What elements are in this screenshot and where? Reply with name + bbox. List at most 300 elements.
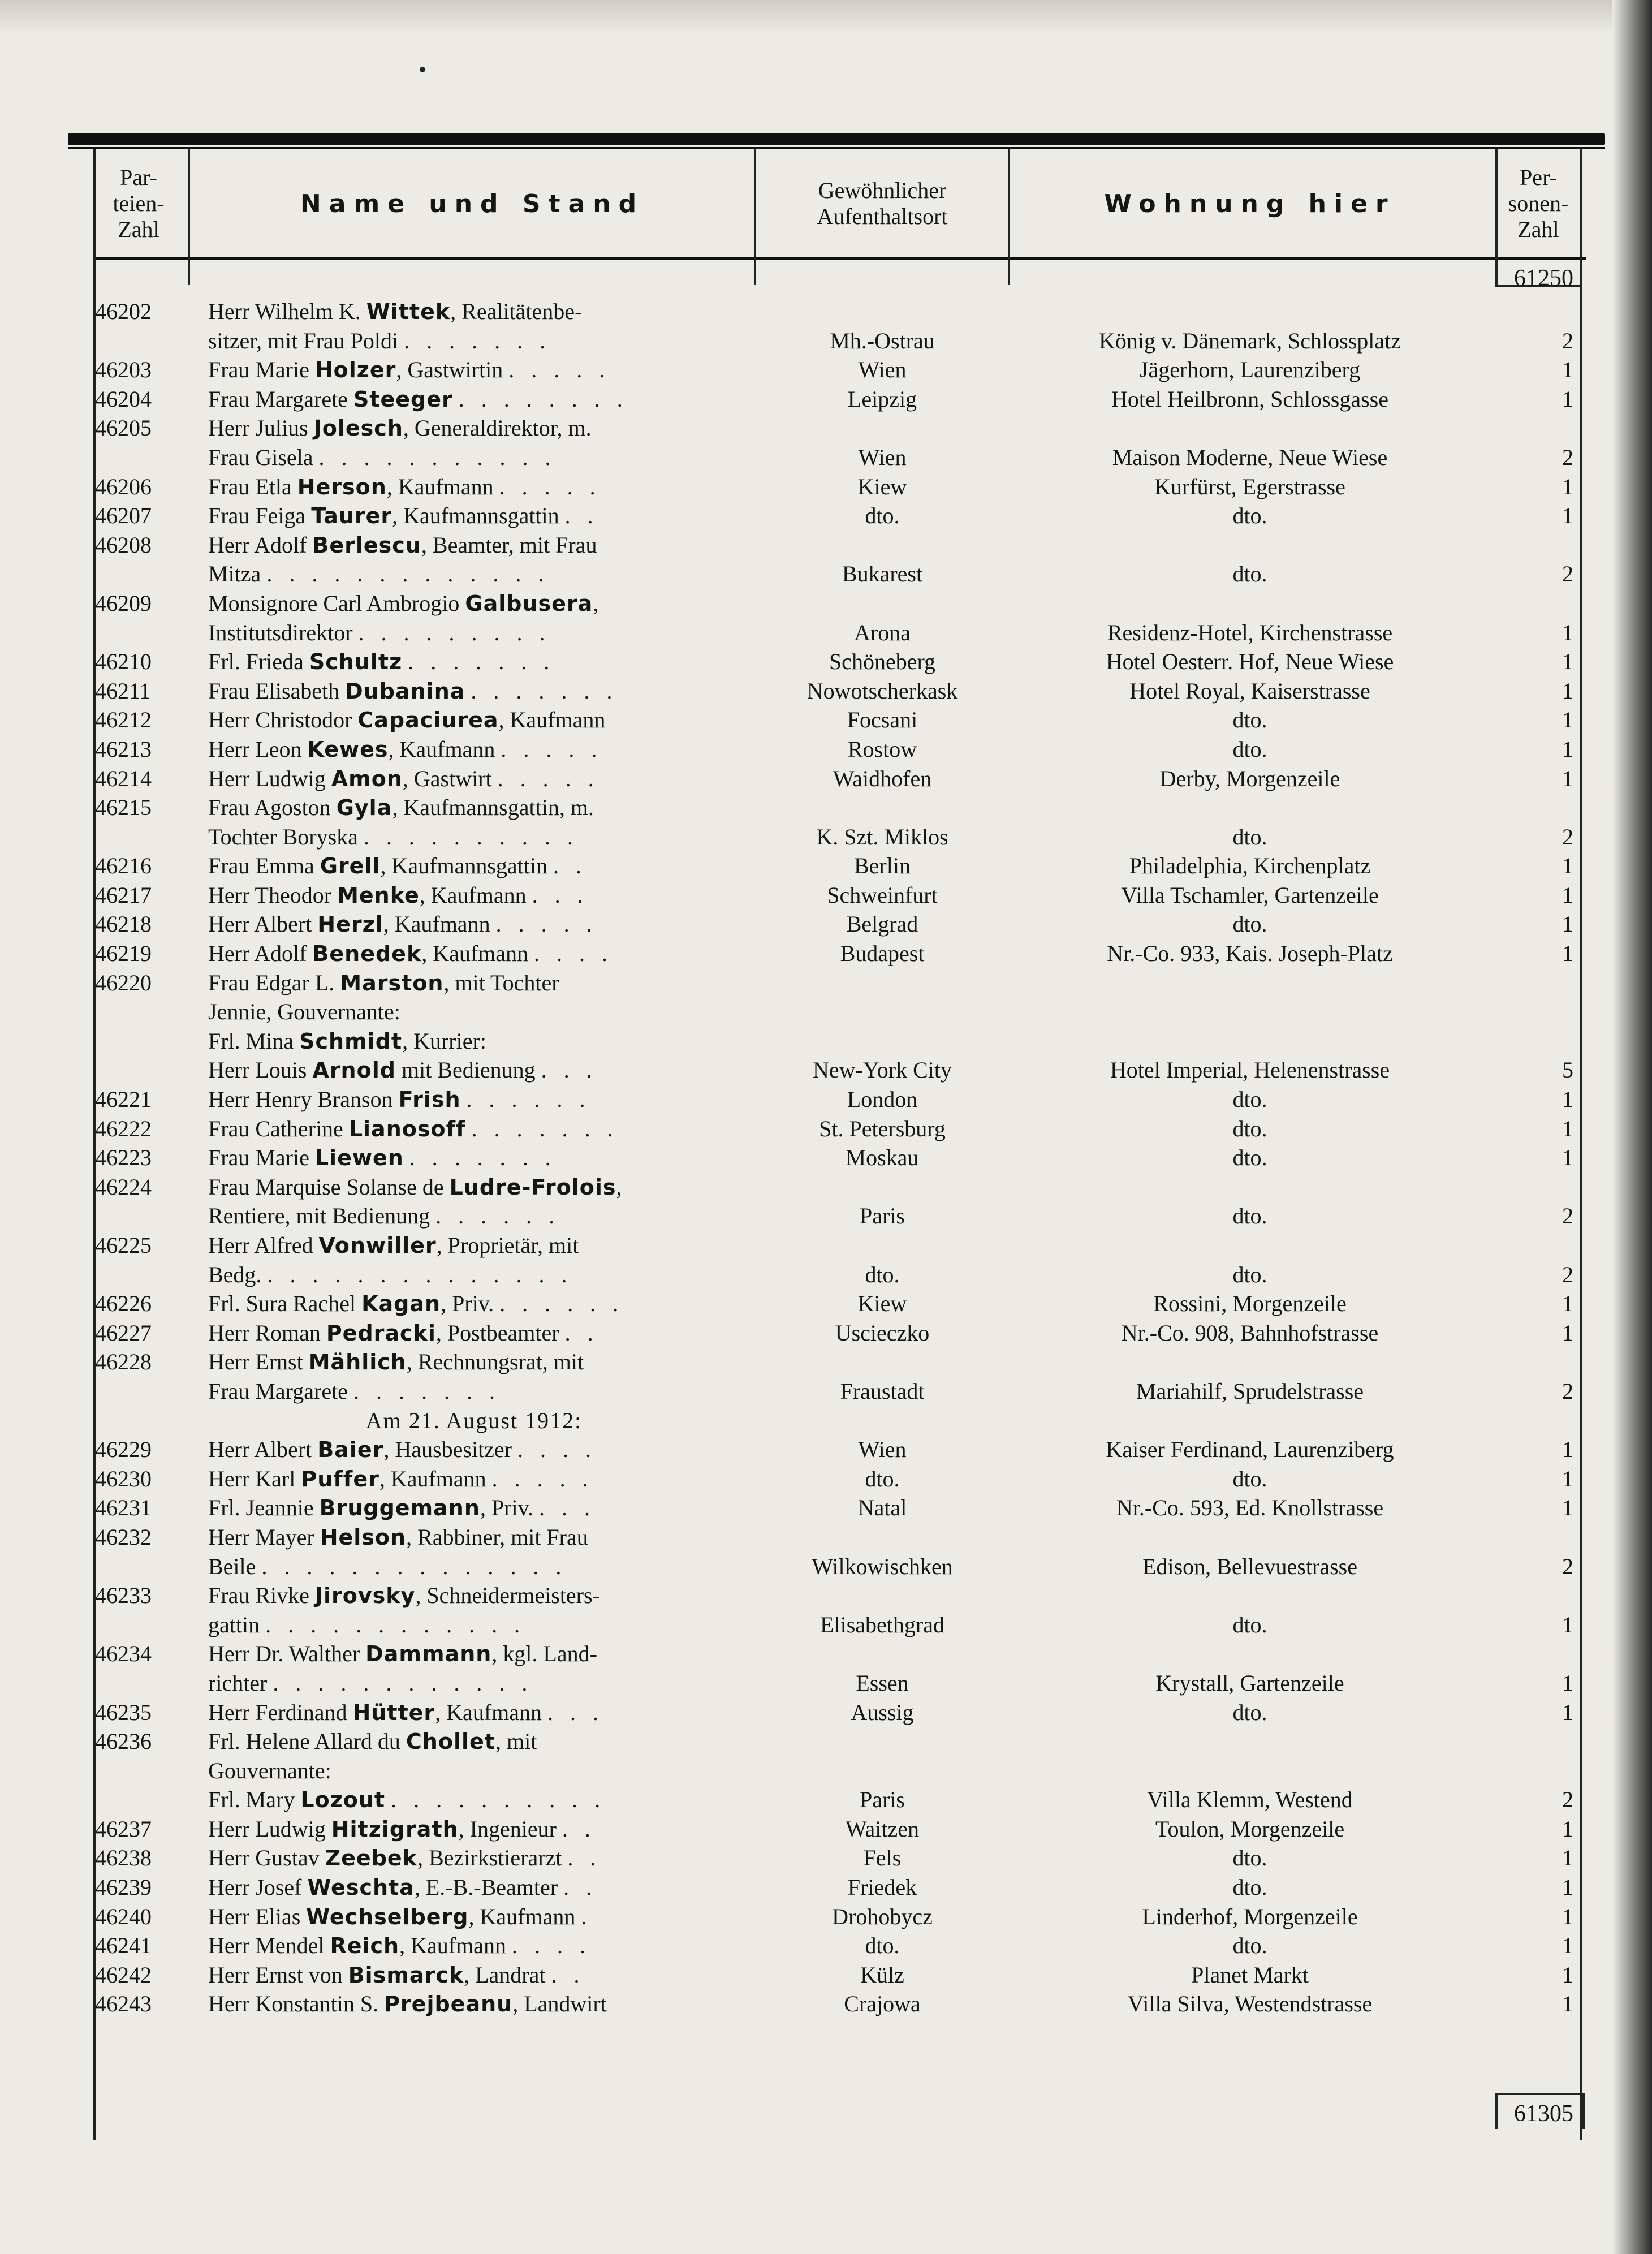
table-row [0, 413, 1652, 443]
table-row [0, 735, 1652, 764]
address: dto. [1232, 911, 1267, 937]
leader-dots: . . [564, 1320, 599, 1346]
address: Linderhof, Morgenzeile [1142, 1903, 1358, 1929]
table-row [0, 355, 1652, 385]
name-prefix: Herr Mendel [208, 1933, 325, 1959]
persons: 1 [1562, 1991, 1573, 2017]
persons: 1 [1562, 1670, 1573, 1696]
name-prefix: Frau Feiga [208, 503, 306, 529]
leader-dots: . . . . . . . . . . . . . . [261, 1553, 567, 1579]
leader-dots: . . . . . . [466, 1087, 591, 1113]
table-row [0, 1347, 1652, 1377]
table-row [0, 1581, 1652, 1610]
surname: Reich [330, 1933, 400, 1959]
entry-number: 46209 [95, 590, 152, 616]
table-row [0, 559, 1652, 589]
persons: 1 [1562, 1903, 1573, 1929]
entry-name [208, 822, 740, 852]
table-row [0, 1435, 1652, 1464]
origin: Natal [857, 1495, 907, 1521]
name-prefix: Monsignore Carl Ambrogio [208, 590, 460, 616]
name-prefix: Herr Julius [208, 415, 308, 441]
table-row [0, 851, 1652, 881]
origin: Rostow [847, 736, 917, 762]
surname: Schmidt [299, 1028, 403, 1054]
origin: Fels [863, 1845, 902, 1871]
address: dto. [1232, 1611, 1267, 1637]
entry-name [208, 297, 740, 327]
name-prefix: Frau Margarete [208, 386, 348, 412]
name-prefix: Gouvernante: [208, 1757, 331, 1783]
address: König v. Dänemark, Schlossplatz [1099, 327, 1401, 354]
entry-name [208, 910, 740, 939]
origin: St. Petersburg [819, 1115, 946, 1141]
name-prefix: Frl. Mina [208, 1028, 294, 1054]
address: dto. [1232, 1261, 1267, 1287]
entry-name [208, 793, 740, 823]
table-row [0, 647, 1652, 676]
name-prefix: Frau Marie [208, 1145, 309, 1171]
address: Mariahilf, Sprudelstrasse [1136, 1378, 1364, 1404]
entry-name [208, 355, 740, 385]
persons: 1 [1562, 1874, 1573, 1900]
name-prefix: Frau Edgar L. [208, 969, 335, 995]
table-row [0, 1815, 1652, 1844]
origin: Külz [860, 1962, 904, 1988]
address: dto. [1232, 1087, 1267, 1113]
address: Nr.-Co. 593, Ed. Knollstrasse [1116, 1495, 1384, 1521]
entry-name [208, 1873, 740, 1903]
name-prefix: Herr Louis [208, 1057, 307, 1083]
entry-number: 46223 [95, 1145, 152, 1171]
leader-dots: . . . . . [501, 736, 603, 762]
entry-name [208, 443, 740, 472]
name-suffix: , Proprietär, mit [436, 1232, 579, 1258]
table-row [0, 618, 1652, 648]
persons: 2 [1562, 824, 1573, 850]
leader-dots: . . . . . . . [408, 649, 555, 675]
name-suffix: mit Bedienung [395, 1057, 536, 1083]
leader-dots: . . . [541, 1057, 598, 1083]
address: Villa Klemm, Westend [1147, 1787, 1353, 1813]
table-row [0, 1201, 1652, 1231]
header-number: Par- teien- Zahl [113, 165, 165, 242]
name-suffix: , Beamter, mit Frau [421, 532, 597, 558]
leader-dots: . . [563, 1874, 598, 1900]
table-row [0, 501, 1652, 531]
address: dto. [1232, 1145, 1267, 1171]
name-suffix: , Schneidermeisters- [415, 1583, 600, 1609]
persons: 2 [1562, 1203, 1573, 1229]
leader-dots: . . . . . . . . . . . . [265, 1611, 526, 1637]
origin: K. Szt. Miklos [816, 824, 948, 850]
entry-name [208, 1552, 740, 1581]
name-suffix: , Postbeamter [435, 1320, 559, 1346]
address: Toulon, Morgenzeile [1155, 1816, 1345, 1842]
table-row [0, 1464, 1652, 1494]
name-prefix: Herr Adolf [208, 532, 307, 558]
address: Edison, Bellevuestrasse [1142, 1553, 1357, 1579]
name-prefix: Herr Leon [208, 736, 302, 762]
persons: 1 [1562, 882, 1573, 908]
entry-number: 46240 [95, 1903, 152, 1929]
origin: Belgrad [846, 911, 918, 937]
entry-name [208, 1843, 740, 1873]
name-prefix: Frl. Helene Allard du [208, 1729, 400, 1755]
name-prefix: Frl. Sura Rachel [208, 1291, 356, 1317]
origin: Paris [860, 1203, 905, 1229]
surname: Mählich [308, 1350, 407, 1375]
surname: Prejbeanu [384, 1992, 513, 2017]
persons: 1 [1562, 678, 1573, 704]
entry-number: 46237 [95, 1816, 152, 1842]
table-row [0, 326, 1652, 356]
origin: Waidhofen [833, 765, 932, 791]
leader-dots: . . . . . . . . [458, 386, 628, 412]
leader-dots: . . . . . [508, 357, 611, 383]
name-prefix: Herr Mayer [208, 1524, 314, 1550]
entry-number: 46205 [95, 415, 152, 441]
surname: Amon [331, 766, 403, 791]
entry-name [208, 501, 740, 531]
persons: 1 [1562, 1816, 1573, 1842]
table-row [0, 297, 1652, 326]
persons: 2 [1562, 1261, 1573, 1287]
entry-number: 46217 [95, 882, 152, 908]
entry-name [208, 1639, 740, 1669]
entry-name [208, 997, 740, 1027]
table-row [0, 1027, 1652, 1056]
entry-number: 46231 [95, 1495, 152, 1521]
surname: Grell [320, 854, 381, 879]
leader-dots: . . . . . . . . . . . . . . [267, 1261, 573, 1287]
name-prefix: Frau Catherine [208, 1115, 343, 1141]
persons: 5 [1562, 1057, 1573, 1083]
name-prefix: Institutsdirektor [208, 619, 353, 645]
surname: Wechselberg [306, 1904, 469, 1929]
surname: Holzer [314, 357, 396, 383]
name-prefix: Mitza [208, 561, 261, 587]
name-suffix: , Landrat [464, 1962, 546, 1988]
entry-name [208, 1347, 740, 1377]
entry-name [208, 1173, 740, 1203]
table-row [0, 676, 1652, 706]
table-row [0, 705, 1652, 735]
entry-name [208, 1027, 740, 1057]
table-row [0, 1785, 1652, 1815]
header-rule [93, 257, 1586, 260]
table-row [0, 881, 1652, 910]
table-row [0, 472, 1652, 502]
address: dto. [1232, 707, 1267, 733]
surname: Berlescu [312, 532, 421, 558]
entry-number: 46218 [95, 911, 152, 937]
entry-name [208, 851, 740, 881]
address: Nr.-Co. 908, Bahnhofstrasse [1121, 1320, 1379, 1346]
surname: Kagan [361, 1291, 441, 1317]
origin: Budapest [840, 941, 925, 967]
table-row [0, 968, 1652, 998]
name-suffix: , Kaufmannsgattin, m. [392, 795, 594, 821]
table-row [0, 764, 1652, 794]
name-suffix: , Generaldirektor, m. [403, 415, 592, 441]
persons: 1 [1562, 1087, 1573, 1113]
address: Kaiser Ferdinand, Laurenziberg [1106, 1437, 1394, 1463]
entry-number: 46236 [95, 1729, 152, 1755]
surname: Taurer [311, 503, 392, 529]
origin: dto. [865, 1261, 900, 1287]
header-origin: Gewöhnlicher Aufenthaltsort [817, 178, 948, 229]
leader-dots: . . . . . . . . . . . . . [266, 561, 550, 587]
entry-name [208, 1902, 740, 1932]
name-prefix: Frl. Frieda [208, 649, 304, 675]
address: Derby, Morgenzeile [1159, 765, 1340, 791]
address: Maison Moderne, Neue Wiese [1112, 444, 1388, 470]
leader-dots: . . . . . [491, 1466, 594, 1492]
entry-number: 46224 [95, 1174, 152, 1200]
entry-name [208, 1377, 740, 1406]
name-suffix: , Realitätenbe- [450, 299, 583, 324]
entry-number: 46220 [95, 969, 152, 995]
address: Planet Markt [1191, 1962, 1309, 1988]
surname: Schultz [309, 649, 403, 675]
persons: 1 [1562, 357, 1573, 383]
persons: 1 [1562, 1845, 1573, 1871]
entry-number: 46239 [95, 1874, 152, 1900]
address: Residenz-Hotel, Kirchenstrasse [1107, 619, 1393, 645]
persons: 1 [1562, 503, 1573, 529]
name-prefix: Beile [208, 1553, 256, 1579]
leader-dots: . . . [532, 882, 589, 908]
address: Nr.-Co. 933, Kais. Joseph-Platz [1107, 941, 1393, 967]
table-row [0, 822, 1652, 852]
name-prefix: Frl. Mary [208, 1787, 295, 1813]
persons: 1 [1562, 1115, 1573, 1141]
persons: 1 [1562, 1291, 1573, 1317]
origin: Uscieczko [835, 1320, 930, 1346]
entry-number: 46221 [95, 1087, 152, 1113]
address: Kurfürst, Egerstrasse [1154, 473, 1345, 499]
persons: 1 [1562, 1466, 1573, 1492]
surname: Ludre-Frolois [449, 1174, 616, 1200]
leader-dots: . . . . . . . [409, 1145, 557, 1171]
entry-number: 46233 [95, 1583, 152, 1609]
address: dto. [1232, 1203, 1267, 1229]
table-row [0, 1523, 1652, 1552]
table-row [0, 1756, 1652, 1786]
leader-dots: . . . . [511, 1933, 591, 1959]
leader-dots: . . . . [517, 1437, 597, 1463]
origin: Wien [858, 1437, 907, 1463]
origin: Essen [856, 1670, 909, 1696]
name-suffix: , Kaufmannsgattin [380, 853, 547, 879]
surname: Jolesch [313, 416, 403, 441]
origin: Berlin [854, 853, 911, 879]
entry-name [208, 1435, 740, 1465]
entry-list [0, 297, 1652, 2019]
table-row [0, 1552, 1652, 1581]
entry-name [208, 1114, 740, 1144]
surname: Vonwiller [318, 1233, 437, 1258]
origin: Wien [858, 357, 907, 383]
persons: 1 [1562, 707, 1573, 733]
persons: 1 [1562, 649, 1573, 675]
persons: 2 [1562, 444, 1573, 470]
leader-dots: . . [562, 1816, 596, 1842]
entry-name [208, 1815, 740, 1844]
leader-dots: . . [564, 503, 599, 529]
entry-name [208, 326, 740, 356]
entry-number: 46234 [95, 1641, 152, 1667]
entry-name [208, 1989, 740, 2019]
entry-name [208, 1756, 740, 1786]
header-persons: Per- sonen- Zahl [1508, 165, 1569, 242]
entry-name [208, 385, 740, 415]
table-row [0, 1669, 1652, 1698]
origin: Elisabethgrad [820, 1611, 944, 1637]
name-suffix: , [593, 590, 599, 616]
entry-name [208, 705, 740, 735]
leader-dots: . . . . . . . . . . . . [273, 1670, 533, 1696]
entry-name [208, 1289, 740, 1319]
entry-number: 46211 [95, 678, 151, 704]
table-row [0, 910, 1652, 939]
leader-dots: . . . . . . . . . . [363, 824, 579, 850]
name-suffix: , Kaufmann [388, 736, 495, 762]
name-prefix: Herr Albert [208, 911, 312, 937]
name-prefix: Herr Gustav [208, 1845, 320, 1871]
name-prefix: Herr Elias [208, 1903, 301, 1929]
surname: Wittek [366, 299, 451, 324]
name-suffix: , Kaufmann [468, 1903, 576, 1929]
address: Hotel Oesterr. Hof, Neue Wiese [1106, 649, 1394, 675]
name-suffix: , E.-B.-Beamter [414, 1874, 558, 1900]
address: Philadelphia, Kirchenplatz [1129, 853, 1371, 879]
entry-number: 46207 [95, 503, 152, 529]
surname: Chollet [406, 1729, 495, 1755]
table-row [0, 1698, 1652, 1727]
name-suffix: , Kaufmann [379, 1466, 486, 1492]
surname: Jirovsky [314, 1583, 416, 1609]
entry-number: 46214 [95, 765, 152, 791]
print-speck [420, 67, 425, 72]
name-suffix: , Rechnungsrat, mit [406, 1349, 584, 1375]
entry-name [208, 1055, 740, 1085]
column-line [188, 149, 190, 285]
leader-dots: . . [567, 1845, 602, 1871]
origin: Paris [860, 1787, 905, 1813]
address: dto. [1232, 824, 1267, 850]
origin: dto. [865, 503, 900, 529]
name-suffix: , Gastwirt [402, 765, 492, 791]
origin: Schweinfurt [827, 882, 938, 908]
table-row [0, 1902, 1652, 1932]
name-prefix: sitzer, mit Frau Poldi [208, 327, 399, 354]
entry-name [208, 1318, 740, 1348]
table-row [0, 1931, 1652, 1960]
entry-name [208, 1493, 740, 1523]
table-row [0, 1873, 1652, 1902]
entry-name [208, 413, 740, 443]
persons: 2 [1562, 1378, 1573, 1404]
date-heading-row [0, 1406, 1652, 1436]
address: dto. [1232, 1699, 1267, 1725]
name-prefix: gattin [208, 1611, 260, 1637]
surname: Steeger [353, 386, 453, 412]
leader-dots: . . . . . . . . . [358, 619, 551, 645]
name-prefix: Frau Margarete [208, 1378, 348, 1404]
name-prefix: Herr Henry Branson [208, 1087, 393, 1113]
persons: 1 [1562, 473, 1573, 499]
total-box-side [1495, 257, 1498, 287]
address: Rossini, Morgenzeile [1153, 1291, 1347, 1317]
leader-dots: . . . . [534, 941, 614, 967]
top-rule [68, 133, 1605, 145]
table-row [0, 1085, 1652, 1114]
name-suffix: , Kaufmann [498, 707, 606, 733]
entry-name [208, 939, 740, 969]
origin: Schöneberg [829, 649, 936, 675]
origin: New-York City [813, 1057, 952, 1083]
persons: 1 [1562, 1495, 1573, 1521]
origin: Friedek [847, 1874, 917, 1900]
name-prefix: Jennie, Gouvernante: [208, 999, 400, 1025]
table-row [0, 1173, 1652, 1202]
name-prefix: Herr Adolf [208, 941, 307, 967]
entry-name [208, 764, 740, 794]
persons: 1 [1562, 1933, 1573, 1959]
address: dto. [1232, 1466, 1267, 1492]
name-suffix: , mit [495, 1729, 537, 1755]
origin: dto. [865, 1933, 900, 1959]
origin: London [847, 1087, 918, 1113]
entry-number: 46208 [95, 532, 152, 558]
persons: 1 [1562, 911, 1573, 937]
persons: 1 [1562, 1962, 1573, 1988]
name-prefix: Frau Emma [208, 853, 314, 879]
leader-dots: . . . . . [499, 473, 601, 499]
name-prefix: Frau Elisabeth [208, 678, 340, 704]
name-prefix: Herr Ludwig [208, 1816, 326, 1842]
surname: Helson [320, 1524, 407, 1550]
table-row [0, 531, 1652, 560]
table-row [0, 385, 1652, 414]
origin: Focsani [847, 707, 918, 733]
address: dto. [1232, 503, 1267, 529]
surname: Gyla [336, 795, 392, 821]
surname: Puffer [301, 1466, 379, 1492]
table-row [0, 793, 1652, 822]
entry-number: 46213 [95, 736, 152, 762]
entry-name [208, 1231, 740, 1261]
surname: Lianosoff [348, 1116, 466, 1141]
column-line [754, 149, 756, 285]
name-suffix: , Priv. [441, 1291, 494, 1317]
name-prefix: Herr Josef [208, 1874, 302, 1900]
carried-total: 61250 [1514, 265, 1573, 291]
origin: Mh.-Ostrau [830, 327, 935, 354]
surname: Galbusera [465, 591, 593, 616]
entry-name [208, 647, 740, 677]
table-row [0, 1727, 1652, 1756]
name-prefix: Frau Etla [208, 473, 292, 499]
name-suffix: , Kaufmann [399, 1933, 506, 1959]
name-suffix: , Kurrier: [402, 1028, 486, 1054]
name-suffix: , Ingenieur [458, 1816, 557, 1842]
column-line [1008, 149, 1010, 285]
name-prefix: Bedg. [208, 1261, 262, 1287]
entry-number: 46238 [95, 1845, 152, 1871]
